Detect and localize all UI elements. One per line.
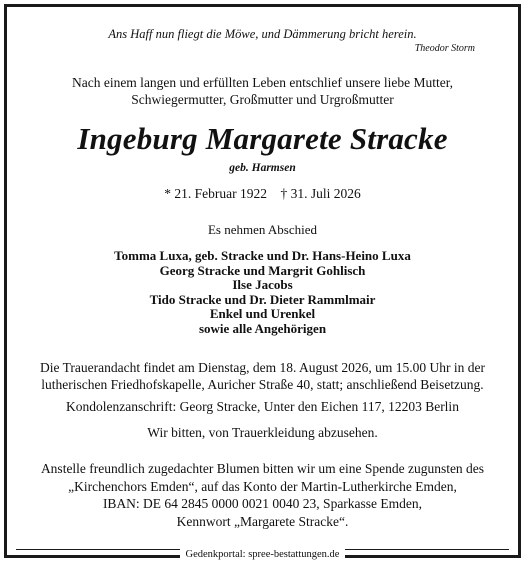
epigraph-author: Theodor Storm — [414, 43, 475, 54]
mourner-line: Enkel und Urenkel — [209, 306, 316, 322]
intro-text — [0, 74, 525, 108]
condolence-address: Kondolenzanschrift: Georg Stracke, Unter den Eichen 117, 12203 Berlin — [66, 399, 459, 414]
mourners-list — [0, 249, 525, 337]
donation-line: „Kirchenchors Emden“, auf das Konto der Martin-Lutherkirche Emden, — [68, 478, 457, 494]
life-dates: * 21. Februar 1922 † 31. Juli 2026 — [164, 186, 361, 201]
intro-line: Nach einem langen und erfüllten Leben entschlief unsere liebe Mutter, — [71, 75, 454, 90]
dress-note: Wir bitten, von Trauerkleidung abzusehen. — [147, 425, 378, 440]
deceased-name: Ingeburg Margarete Stracke — [77, 121, 448, 156]
service-line: lutherischen Friedhofskapelle, Auricher Straße 40, statt; anschließend Beisetzung. — [41, 377, 484, 392]
epigraph-quote: Ans Haff nun fliegt die Möwe, und Dämmerung bricht herein. — [108, 27, 417, 41]
memorial-portal — [0, 544, 525, 562]
memorial-portal-link[interactable]: Gedenkportal: spree-bestattungen.de — [180, 549, 346, 560]
mourner-line: sowie alle Angehörigen — [198, 320, 327, 336]
service-line: Die Trauerandacht findet am Dienstag, dem 18. August 2026, um 15.00 Uhr in der — [39, 360, 486, 375]
donation-line: Anstelle freundlich zugedachter Blumen bitten wir um eine Spende zugunsten des — [40, 461, 485, 476]
farewell-heading: Es nehmen Abschied — [207, 222, 318, 237]
mourner-line: Tido Stracke und Dr. Dieter Rammlmair — [149, 291, 376, 307]
mourner-line: Ilse Jacobs — [232, 277, 293, 293]
service-info — [0, 359, 525, 393]
donation-request — [0, 460, 525, 530]
donation-line: IBAN: DE 64 2845 0000 0021 0040 23, Sparkasse Emden, — [102, 496, 423, 512]
intro-line: Schwiegermutter, Großmutter und Urgroßmutter — [131, 92, 394, 107]
mourner-line: Tomma Luxa, geb. Stracke und Dr. Hans-Heino Luxa — [114, 248, 411, 263]
mourner-line: Georg Stracke und Margrit Gohlisch — [159, 262, 366, 278]
maiden-name: geb. Harmsen — [229, 162, 296, 174]
donation-line: Kennwort „Margarete Stracke“. — [176, 513, 349, 529]
